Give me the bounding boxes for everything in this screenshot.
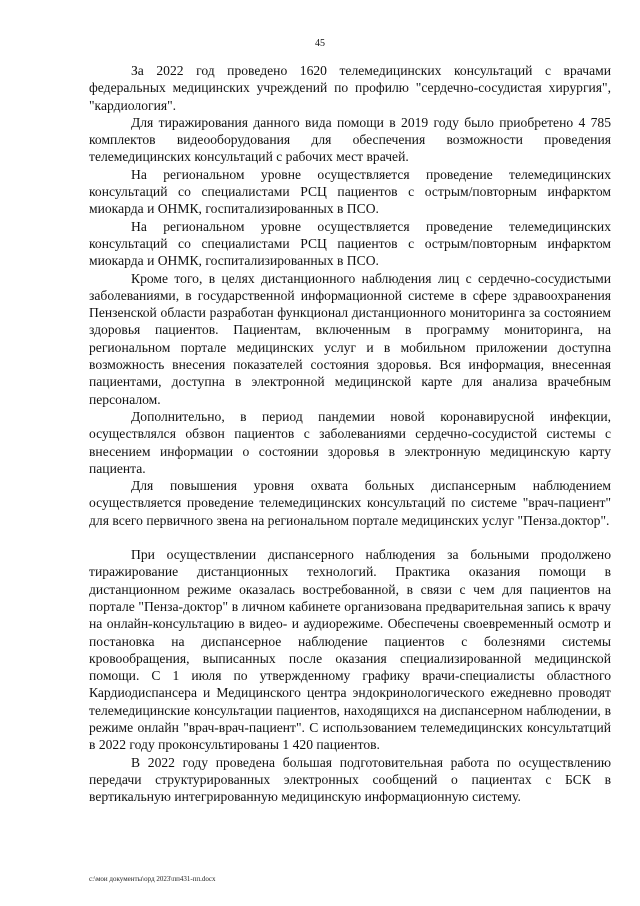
paragraph-remote-monitoring: Кроме того, в целях дистанционного наблюдения лиц с сердечно-сосудистыми заболеваниями, в государственной информационной системе в сфере здравоохранения Пензенской области разработан функционал дистанционного мониторинга за состоянием здоровья пациентов. Пациентам, включенным в программу мониторинга, на региональном портале медицинских услуг и в мобильном приложении доступна возможность внесения показателей состояния здоровья. Вся информация, внесенная пациентами, доступна в электронной медицинской карте для анализа врачебным персоналом. bbox=[89, 270, 611, 407]
paragraph-regional-consultations-repeat: На региональном уровне осуществляется проведение телемедицинских консультаций со специалистами РСЦ пациентов с острым/повторным инфарктом миокарда и ОНМК, госпитализированных в ПСО. bbox=[89, 218, 611, 269]
paragraph-dispensary-observation: При осуществлении диспансерного наблюдения за больными продолжено тиражирование дистанционных технологий. Практика оказания помощи в дистанционном режиме оказалась востребованной, в связи с чем для пациентов на портале "Пенза-доктор" в личном кабинете организована предварительная запись к врачу на онлайн-консультацию в видео- и аудиорежиме. Обеспечены своевременный осмотр и постановка на диспансерное наблюдение пациентов с болезнями системы кровообращения, выписанных после оказания специализированной медицинской помощи. С 1 июля по утвержденному графику врачи-специалисты областного Кардиодиспансера и Медицинского центра эндокринологического ежедневно проводят телемедицинские консультации пациентов, находящихся на диспансерном наблюдении, в режиме онлайн "врач-врач-пациент". С использованием телемедицинских консультатций в 2022 году проконсультированы 1 420 пациентов. bbox=[89, 547, 611, 753]
document-body bbox=[89, 62, 611, 805]
paragraph-pandemic-calls: Дополнительно, в период пандемии новой коронавирусной инфекции, осуществлялся обзвон пациентов с заболеваниями сердечно-сосудистой системы с внесением информации о состоянии здоровья в электронную медицинскую карту пациента. bbox=[89, 408, 611, 476]
paragraph-structured-messages: В 2022 году проведена большая подготовительная работа по осуществлению передачи структурированных электронных сообщений о пациентах с БСК в вертикальную интегрированную медицинскую информационную систему. bbox=[89, 754, 611, 805]
page-number: 45 bbox=[315, 38, 325, 49]
paragraph-regional-consultations: На региональном уровне осуществляется проведение телемедицинских консультаций со специалистами РСЦ пациентов с острым/повторным инфарктом миокарда и ОНМК, госпитализированных в ПСО. bbox=[89, 166, 611, 217]
paragraph-doctor-patient-system: Для повышения уровня охвата больных диспансерным наблюдением осуществляется проведение телемедицинских консультаций по системе "врач-пациент" для всего первичного звена на региональном портале медицинских услуг "Пенза.доктор". bbox=[89, 478, 611, 528]
document-file-path: c:\мои документы\орд 2023\пп431-пп.docx bbox=[89, 875, 216, 883]
paragraph-video-equipment: Для тиражирования данного вида помощи в 2019 году было приобретено 4 785 комплектов видеооборудования для обеспечения возможности проведения телемедицинских консультаций с рабочих мест врачей. bbox=[89, 114, 611, 165]
paragraph-telemed-federal: За 2022 год проведено 1620 телемедицинских консультаций с врачами федеральных медицинских учреждений по профилю "сердечно-сосудистая хирургия", "кардиология". bbox=[89, 63, 611, 113]
